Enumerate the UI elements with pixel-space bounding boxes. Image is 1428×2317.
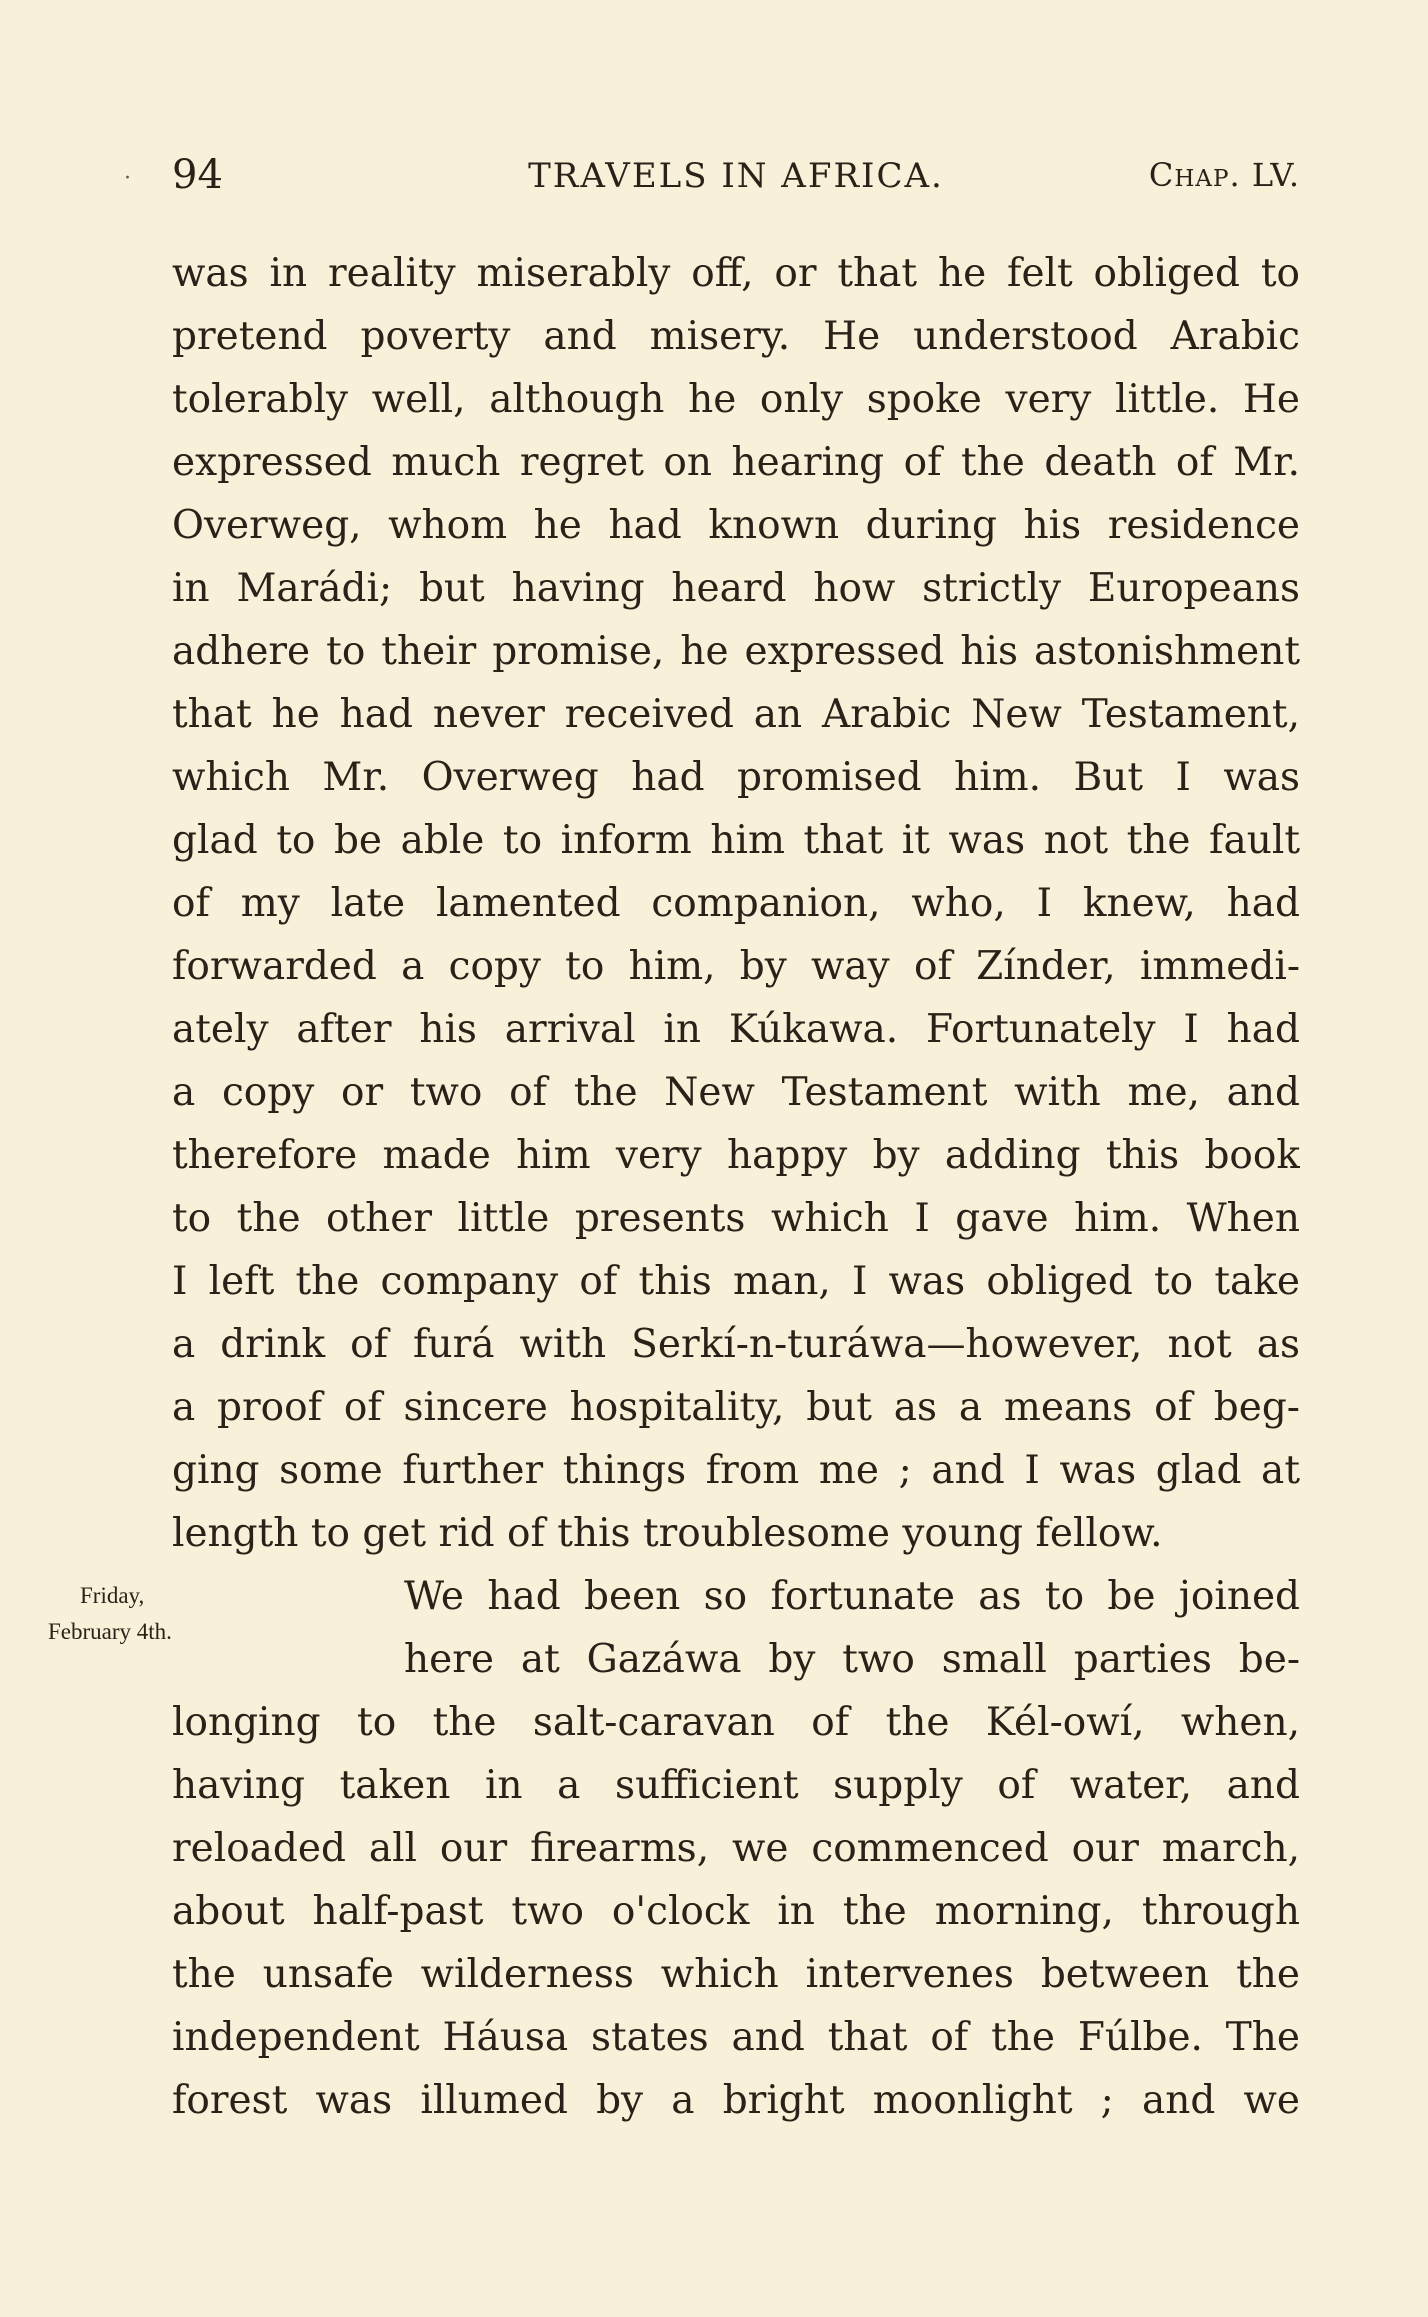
text-line: therefore made him very happy by adding this book (172, 1133, 1300, 1178)
text-line: forwarded a copy to him, by way of Zínder, immedi- (172, 944, 1300, 989)
text-line: that he had never received an Arabic New Testament, (172, 692, 1300, 737)
text-line: tolerably well, although he only spoke very little. He (172, 377, 1300, 422)
text-line: about half-past two o'clock in the morning, through (172, 1889, 1300, 1934)
margin-mark: · (124, 166, 131, 191)
text-line: We had been so fortunate as to be joined (404, 1574, 1300, 1619)
running-title: TRAVELS IN AFRICA. (528, 156, 944, 196)
text-line: I left the company of this man, I was obliged to take (172, 1259, 1300, 1304)
text-line: which Mr. Overweg had promised him. But I was (172, 755, 1300, 800)
text-line: pretend poverty and misery. He understood Arabic (172, 314, 1300, 359)
text-line: the unsafe wilderness which intervenes between the (172, 1952, 1300, 1997)
chapter-suffix: . LV. (1229, 156, 1300, 194)
text-line: independent Háusa states and that of the Fúlbe. The (172, 2015, 1300, 2060)
chapter-small-caps: HAP (1174, 166, 1230, 192)
text-line: glad to be able to inform him that it was not the fault (172, 818, 1300, 863)
page-header (124, 152, 1300, 206)
margin-note-date (48, 1582, 224, 1646)
text-line: to the other little presents which I gave him. When (172, 1196, 1300, 1241)
text-line: ging some further things from me ; and I was glad at (172, 1448, 1300, 1493)
text-line: was in reality miserably off, or that he felt obliged to (172, 251, 1300, 296)
text-line: length to get rid of this troublesome young fellow. (172, 1511, 1163, 1556)
text-line: in Marádi; but having heard how strictly Europeans (172, 566, 1300, 611)
margin-note-month: February 4th. (48, 1619, 172, 1644)
chapter-prefix: C (1148, 156, 1175, 194)
page-number: 94 (172, 152, 223, 198)
text-line: ately after his arrival in Kúkawa. Fortunately I had (172, 1007, 1300, 1052)
body-text (172, 242, 1300, 2132)
text-line: a drink of furá with Serkí-n-turáwa—however, not as (172, 1322, 1300, 1367)
text-line: adhere to their promise, he expressed his astonishment (172, 629, 1300, 674)
text-line: a copy or two of the New Testament with me, and (172, 1070, 1300, 1115)
text-line: here at Gazáwa by two small parties be- (404, 1637, 1300, 1682)
text-line: a proof of sincere hospitality, but as a means of beg- (172, 1385, 1300, 1430)
text-line: expressed much regret on hearing of the death of Mr. (172, 440, 1300, 485)
text-line: having taken in a sufficient supply of water, and (172, 1763, 1300, 1808)
text-line: Overweg, whom he had known during his residence (172, 503, 1300, 548)
margin-note-day: Friday, (80, 1583, 145, 1608)
chapter-label (1149, 156, 1300, 194)
text-line: reloaded all our firearms, we commenced our march, (172, 1826, 1300, 1871)
text-line: forest was illumed by a bright moonlight ; and we (172, 2078, 1300, 2123)
text-line: of my late lamented companion, who, I knew, had (172, 881, 1300, 926)
text-line: longing to the salt-caravan of the Kél-owí, when, (172, 1700, 1300, 1745)
